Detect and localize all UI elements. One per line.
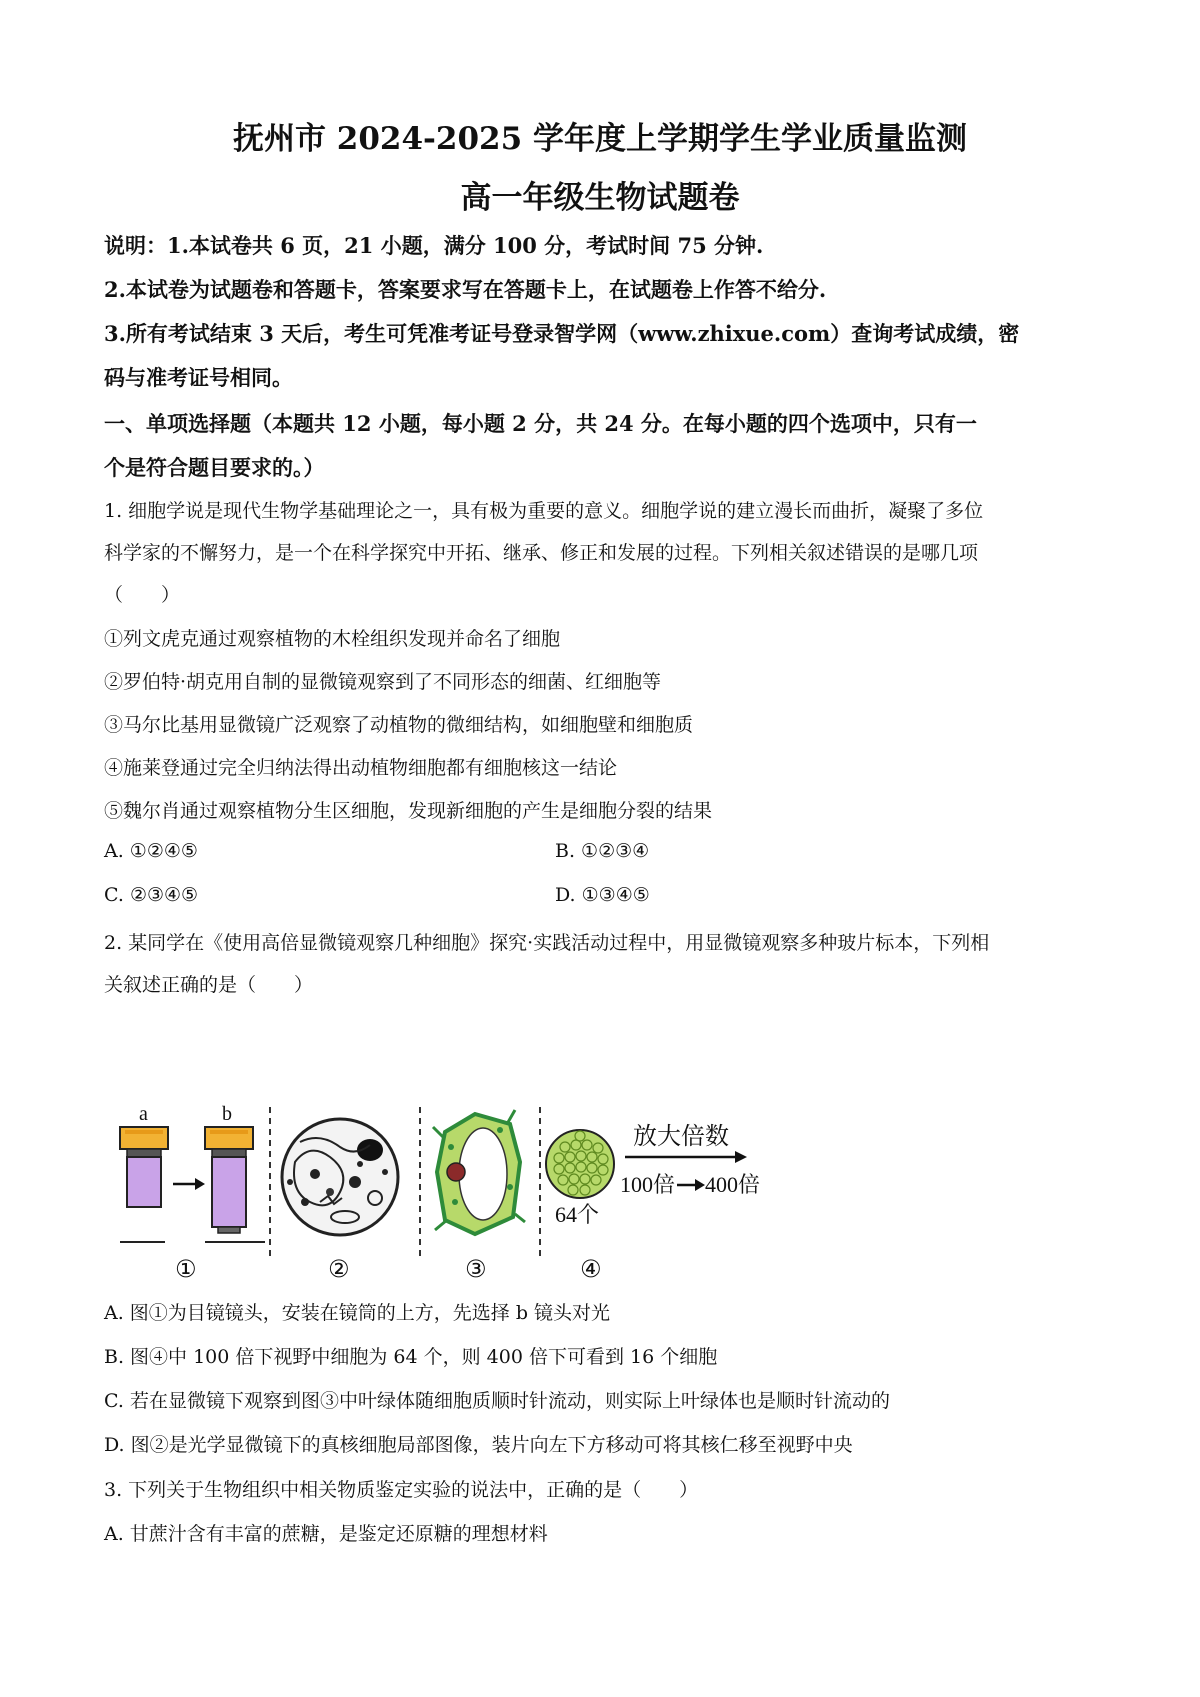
note-2: 2.本试卷为试题卷和答题卡，答案要求写在答题卡上，在试题卷上作答不给分. [104, 277, 827, 302]
cell-count-label: 64个 [555, 1202, 600, 1227]
objective-lens-a [120, 1127, 168, 1207]
q2-option-a: A. 图①为目镜镜头，安装在镜筒的上方，先选择 b 镜头对光 [104, 1302, 611, 1324]
panel-label-4: ④ [580, 1255, 602, 1283]
objective-lens-b [205, 1127, 253, 1233]
q2-option-c: C. 若在显微镜下观察到图③中叶绿体随细胞质顺时针流动，则实际上叶绿体也是顺时针流动的 [104, 1390, 890, 1412]
q1-item-5: ⑤魏尔肖通过观察植物分生区细胞，发现新细胞的产生是细胞分裂的结果 [104, 800, 713, 822]
q1-answer-paren: （ ） [104, 584, 181, 606]
q1-option-a: A. ①②④⑤ [104, 840, 198, 862]
panel-label-3: ③ [465, 1255, 487, 1283]
q1-option-d: D. ①③④⑤ [555, 884, 650, 906]
q1-item-4: ④施莱登通过完全归纳法得出动植物细胞都有细胞核这一结论 [104, 757, 618, 779]
q1-stem: 1. 细胞学说是现代生物学基础理论之一，具有极为重要的意义。细胞学说的建立漫长而曲折，凝聚了多位 [104, 500, 984, 522]
cells-field-of-view [546, 1130, 614, 1198]
magnification-to: 400倍 [705, 1172, 761, 1197]
q2-option-d: D. 图②是光学显微镜下的真核细胞局部图像，装片向左下方移动可将其核仁移至视野中央 [104, 1434, 853, 1456]
magnification-step-arrow-icon [677, 1179, 705, 1191]
q3-option-a: A. 甘蔗汁含有丰富的蔗糖，是鉴定还原糖的理想材料 [104, 1523, 548, 1545]
q1-item-2: ②罗伯特·胡克用自制的显微镜观察到了不同形态的细菌、红细胞等 [104, 671, 662, 693]
exam-subtitle: 高一年级生物试题卷 [460, 180, 740, 216]
q2-figure [115, 1102, 845, 1292]
q2-option-b: B. 图④中 100 倍下视野中细胞为 64 个，则 400 倍下可看到 16 个细胞 [104, 1346, 718, 1368]
q1-stem-cont: 科学家的不懈努力，是一个在科学探究中开拓、继承、修正和发展的过程。下列相关叙述错误的是哪几项 [104, 542, 979, 564]
plant-cell-diagram [433, 1110, 525, 1234]
exam-title: 抚州市 2024-2025 学年度上学期学生学业质量监测 [232, 121, 967, 157]
q1-item-1: ①列文虎克通过观察植物的木栓组织发现并命名了细胞 [104, 628, 561, 650]
magnification-arrow-icon [625, 1151, 747, 1163]
section-heading: 一、单项选择题（本题共 12 小题，每小题 2 分，共 24 分。在每小题的四个选项中，只有一 [104, 411, 977, 436]
q2-stem: 2. 某同学在《使用高倍显微镜观察几种细胞》探究·实践活动过程中，用显微镜观察多种玻片标本，下列相 [104, 932, 990, 954]
panel-label-1: ① [175, 1255, 197, 1283]
lens-b-label: b [222, 1103, 232, 1125]
lens-a-label: a [139, 1103, 148, 1125]
note-1: 说明：1.本试卷共 6 页，21 小题，满分 100 分，考试时间 75 分钟. [104, 233, 764, 258]
q1-option-b: B. ①②③④ [555, 840, 650, 862]
right-arrow-icon [173, 1178, 205, 1190]
section-heading-cont: 个是符合题目要求的。） [104, 455, 325, 480]
panel-label-2: ② [328, 1255, 350, 1283]
note-3-cont: 码与准考证号相同。 [104, 365, 293, 390]
q1-item-3: ③马尔比基用显微镜广泛观察了动植物的微细结构，如细胞壁和细胞质 [104, 714, 694, 736]
note-3: 3.所有考试结束 3 天后，考生可凭准考证号登录智学网（www.zhixue.com）查询考试成绩，密 [104, 321, 1020, 346]
magnification-from: 100倍 [620, 1172, 676, 1197]
q1-option-c: C. ②③④⑤ [104, 884, 199, 906]
q3-stem: 3. 下列关于生物组织中相关物质鉴定实验的说法中，正确的是（ ） [104, 1479, 699, 1501]
eukaryotic-cell-micrograph [282, 1119, 398, 1235]
magnification-title: 放大倍数 [633, 1124, 729, 1150]
q2-stem-cont: 关叙述正确的是（ ） [104, 974, 314, 996]
